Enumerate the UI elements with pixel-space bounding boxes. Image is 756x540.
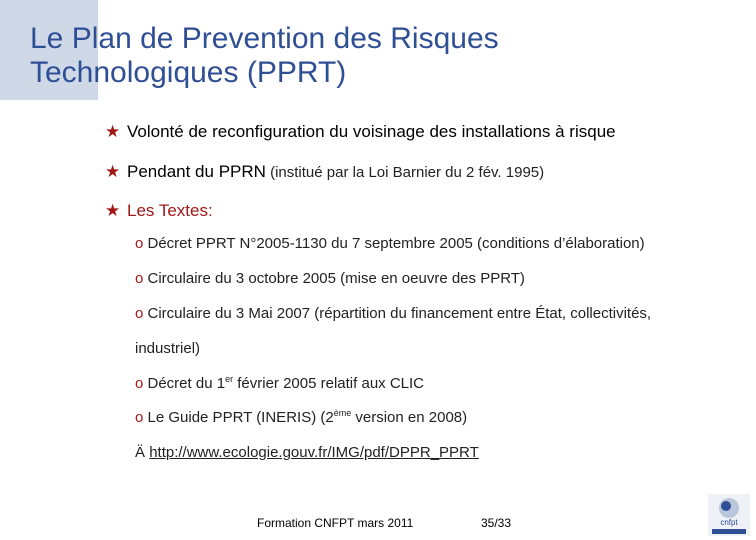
- list-item-text: Circulaire du 3 Mai 2007 (répartition du financement entre État, collectivités,: [143, 305, 652, 322]
- bullet-sub-text: (institué par la Loi Barnier du 2 fév. 1995): [265, 164, 545, 181]
- title-line-1: Le Plan de Prevention des Risques: [30, 22, 499, 55]
- bullet-text: Volonté de reconfiguration du voisinage des installations à risque: [127, 122, 616, 141]
- footer-label: Formation CNFPT mars 2011: [257, 516, 414, 530]
- page-title: [30, 22, 499, 90]
- list-item: [135, 375, 424, 392]
- list-item-text: industriel): [135, 340, 201, 357]
- circle-bullet-icon: o: [135, 235, 144, 252]
- circle-bullet-icon: o: [135, 305, 144, 322]
- list-item: [135, 235, 645, 252]
- list-item-text: Circulaire du 3 octobre 2005 (mise en oeuvre des PPRT): [143, 270, 525, 287]
- circle-bullet-icon: o: [135, 409, 144, 426]
- list-item-continuation: [135, 340, 200, 357]
- svg-text:cnfpt: cnfpt: [720, 518, 738, 527]
- page-number: 35/33: [481, 516, 512, 530]
- ecologie-link[interactable]: http://www.ecologie.gouv.fr/IMG/pdf/DPPR_PPRT: [149, 444, 479, 461]
- bullet-text: Les Textes:: [127, 201, 213, 220]
- list-item-text: février 2005 relatif aux CLIC: [233, 375, 424, 392]
- list-item-text: Décret PPRT N°2005-1130 du 7 septembre 2005 (conditions d’élaboration): [143, 235, 645, 252]
- superscript: ème: [333, 408, 352, 418]
- list-item: [135, 270, 525, 287]
- title-line-2: Technologiques (PPRT): [30, 56, 347, 89]
- list-item-text: version en 2008): [351, 409, 468, 426]
- list-item-text: Le Guide PPRT (INERIS) (2: [143, 409, 334, 426]
- star-bullet-icon: ★: [105, 162, 121, 181]
- circle-bullet-icon: o: [135, 270, 144, 287]
- link-row: [135, 444, 479, 461]
- arrow-icon: Ä: [135, 444, 146, 461]
- star-bullet-icon: ★: [105, 201, 121, 220]
- bullet-volonte: [105, 122, 616, 142]
- list-item: [135, 305, 651, 322]
- bullet-textes: [105, 201, 213, 221]
- bullet-pendant: [105, 162, 544, 182]
- bullet-lead-text: Pendant du PPRN: [127, 162, 266, 181]
- cnfpt-logo-icon: [708, 494, 750, 536]
- list-item-text: Décret du 1: [143, 375, 226, 392]
- superscript: er: [225, 374, 234, 384]
- star-bullet-icon: ★: [105, 122, 121, 141]
- list-item: [135, 409, 467, 426]
- circle-bullet-icon: o: [135, 375, 144, 392]
